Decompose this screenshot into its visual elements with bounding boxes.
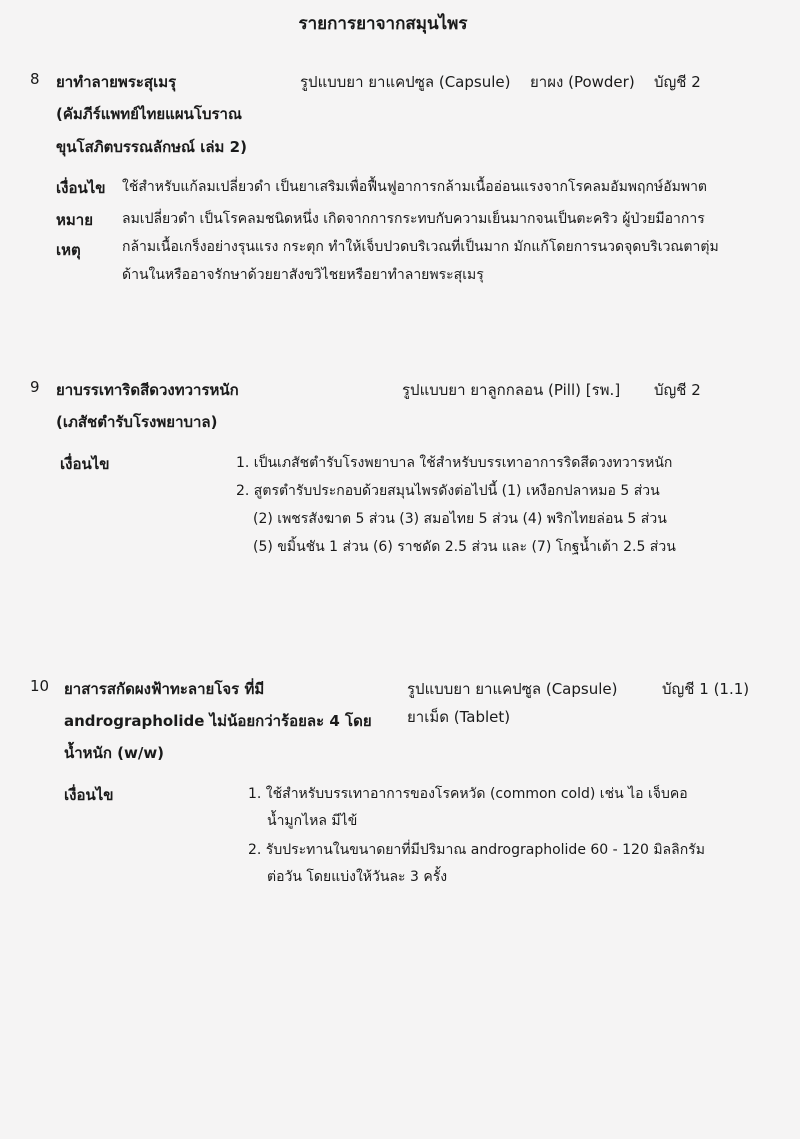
- note-line: กล้ามเนื้อเกร็งอย่างรุนแรง กระตุก ทำให้เจ็บปวดบริเวณที่เป็นมาก มักแก้โดยการนวดจุดบริเวณตาตุ่ม: [122, 239, 719, 255]
- item-name: ยาบรรเทาริดสีดวงทวารหนัก: [56, 381, 239, 399]
- condition-line: 2. สูตรตำรับประกอบด้วยสมุนไพรดังต่อไปนี้ (1) เหงือกปลาหมอ 5 ส่วน: [236, 483, 660, 499]
- item-number: 8: [30, 70, 40, 88]
- dosage-form: รูปแบบยา ยาลูกกลอน (Pill) [รพ.]: [402, 381, 621, 399]
- item-number: 10: [30, 677, 50, 695]
- condition-label: เงื่อนไข: [60, 455, 110, 473]
- item-name-source: ขุนโสภิตบรรณลักษณ์ เล่ม 2): [56, 138, 247, 156]
- item-name: น้ำหนัก (w/w): [64, 744, 165, 762]
- note-label: หมาย: [56, 211, 93, 229]
- dosage-form: รูปแบบยา ยาแคปซูล (Capsule): [300, 73, 511, 91]
- condition-label: เงื่อนไข: [56, 179, 106, 197]
- condition-line: น้ำมูกไหล มีไข้: [267, 813, 358, 829]
- condition-line: (5) ขมิ้นชัน 1 ส่วน (6) ราชดัด 2.5 ส่วน และ (7) โกฐน้ำเต้า 2.5 ส่วน: [253, 539, 676, 555]
- item-name: ยาสารสกัดผงฟ้าทะลายโจร ที่มี: [64, 680, 265, 698]
- condition-line: 2. รับประทานในขนาดยาที่มีปริมาณ andrographolide 60 - 120 มิลลิกรัม: [248, 842, 705, 858]
- condition-text: ใช้สำหรับแก้ลมเปลี่ยวดำ เป็นยาเสริมเพื่อฟื้นฟูอาการกล้ามเนื้ออ่อนแรงจากโรคลมอัมพฤกษ์อัมพาต: [122, 179, 708, 195]
- condition-line: 1. ใช้สำหรับบรรเทาอาการของโรคหวัด (common cold) เช่น ไอ เจ็บคอ: [248, 786, 688, 802]
- drug-list: บัญชี 2: [654, 381, 701, 399]
- note-label: เหตุ: [56, 241, 81, 259]
- dosage-form-2: ยาเม็ด (Tablet): [407, 708, 511, 726]
- item-name: ยาทำลายพระสุเมรุ: [56, 73, 177, 91]
- document-title: รายการยาจากสมุนไพร: [298, 14, 468, 34]
- condition-label: เงื่อนไข: [64, 786, 114, 804]
- drug-list: บัญชี 1 (1.1): [662, 680, 750, 698]
- dosage-form: รูปแบบยา ยาแคปซูล (Capsule): [407, 680, 618, 698]
- condition-line: ต่อวัน โดยแบ่งให้วันละ 3 ครั้ง: [267, 869, 448, 885]
- note-line: ด้านในหรืออาจรักษาด้วยยาสังขวิไชยหรือยาทำลายพระสุเมรุ: [122, 267, 484, 283]
- drug-list: บัญชี 2: [654, 73, 701, 91]
- dosage-form-2: ยาผง (Powder): [530, 73, 635, 91]
- item-number: 9: [30, 378, 40, 396]
- item-name-source: (เภสัชตำรับโรงพยาบาล): [56, 413, 218, 431]
- item-name-source: (คัมภีร์แพทย์ไทยแผนโบราณ: [56, 105, 242, 123]
- item-name: andrographolide ไม่น้อยกว่าร้อยละ 4 โดย: [64, 712, 372, 730]
- condition-line: (2) เพชรสังฆาต 5 ส่วน (3) สมอไทย 5 ส่วน (4) พริกไทยล่อน 5 ส่วน: [253, 511, 667, 527]
- condition-line: 1. เป็นเภสัชตำรับโรงพยาบาล ใช้สำหรับบรรเทาอาการริดสีดวงทวารหนัก: [236, 455, 673, 471]
- note-line: ลมเปลี่ยวดำ เป็นโรคลมชนิดหนึ่ง เกิดจากการกระทบกับความเย็นมากจนเป็นตะคริว ผู้ป่วยมีอาการ: [122, 211, 705, 227]
